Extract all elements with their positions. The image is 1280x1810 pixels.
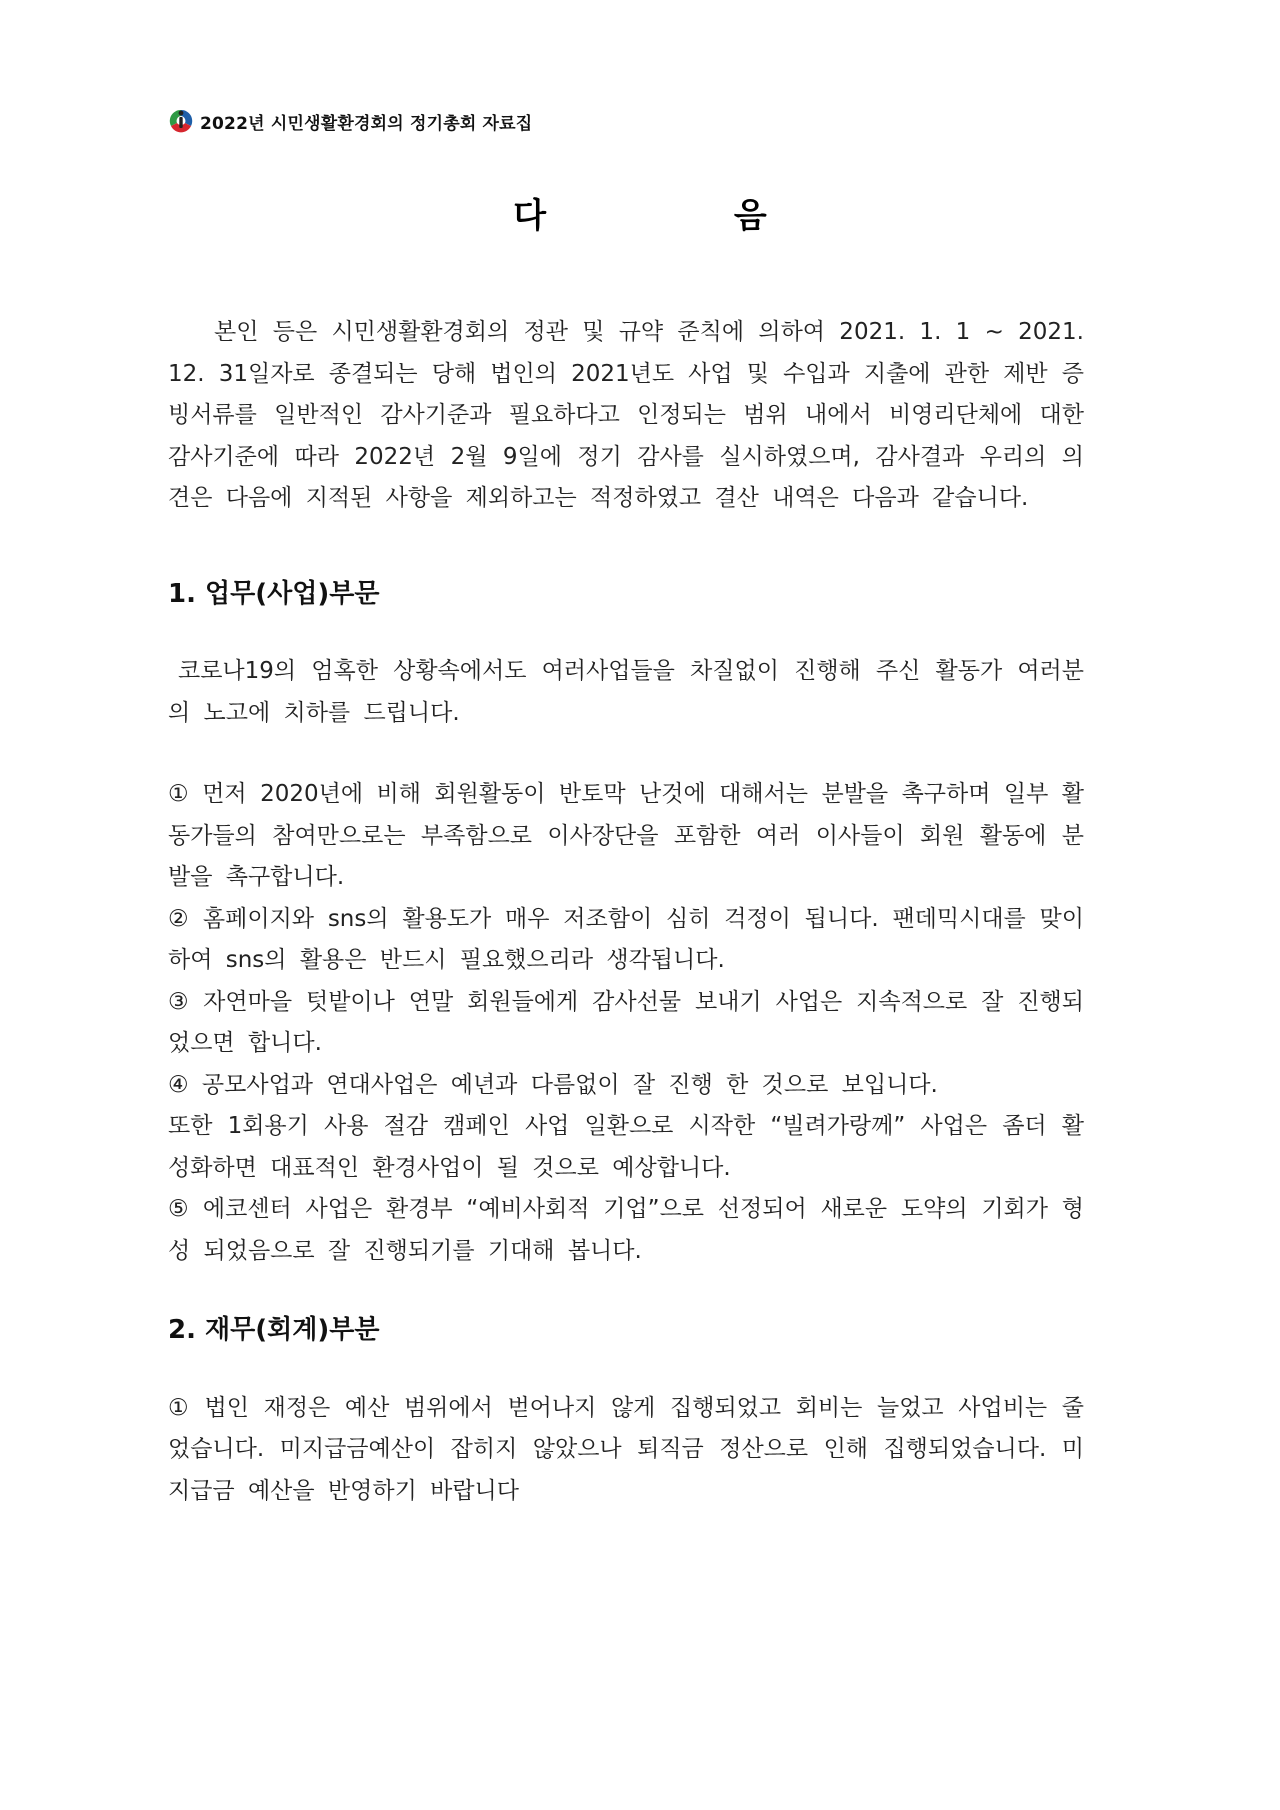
header-title: 2022년 시민생활환경회의 정기총회 자료집: [200, 113, 533, 134]
document-body: [168, 312, 1084, 1512]
section-1-item-3: ③ 자연마을 텃밭이나 연말 회원들에게 감사선물 보내기 사업은 지속적으로 잘 진행되었으면 합니다.: [168, 988, 1084, 1056]
section-2-item-1: ① 법인 재정은 예산 범위에서 벋어나지 않게 집행되었고 회비는 늘었고 사업비는 줄었습니다. 미지급금예산이 잡히지 않았으나 퇴직금 정산으로 인해 집행되었습니다. 미지급금 예산을 반영하기 바랍니다: [168, 1394, 1084, 1504]
organization-logo-icon: [168, 108, 194, 134]
page-header: [168, 108, 532, 134]
intro-paragraph: 본인 등은 시민생활환경회의 정관 및 규약 준칙에 의하여 2021. 1. 1 ~ 2021. 12. 31일자로 종결되는 당해 법인의 2021년도 사업 및 수입과 지출에 관한 제반 증빙서류를 일반적인 감사기준과 필요하다고 인정되는 범위 내에서 비영리단체에 대한 감사기준에 따라 2022년 2월 9일에 정기 감사를 실시하였으며, 감사결과 우리의 의견은 다음에 지적된 사항을 제외하고는 적정하였고 결산 내역은 다음과 같습니다.: [168, 319, 1084, 511]
section-1-item-1: ① 먼저 2020년에 비해 회원활동이 반토막 난것에 대해서는 분발을 촉구하며 일부 활동가들의 참여만으로는 부족함으로 이사장단을 포함한 여러 이사들이 회원 활동에 분발을 촉구합니다.: [168, 781, 1084, 890]
page-title: 다 음: [513, 196, 855, 236]
section-1-item-4: ④ 공모사업과 연대사업은 예년과 다름없이 잘 진행 한 것으로 보입니다.: [168, 1071, 938, 1098]
section-1-lead: 코로나19의 엄혹한 상황속에서도 여러사업들을 차질없이 진행해 주신 활동가 여러분의 노고에 치하를 드립니다.: [168, 658, 1084, 726]
section-1-item-5: ⑤ 에코센터 사업은 환경부 “예비사회적 기업”으로 선정되어 새로운 도약의 기회가 형성 되었음으로 잘 진행되기를 기대해 봅니다.: [168, 1196, 1084, 1264]
section-1-item-4-cont: 또한 1회용기 사용 절감 캠페인 사업 일환으로 시작한 “빌려가랑께” 사업은 좀더 활성화하면 대표적인 환경사업이 될 것으로 예상합니다.: [168, 1113, 1084, 1181]
section-1-item-2: ② 홈페이지와 sns의 활용도가 매우 저조함이 심히 걱정이 됩니다. 팬데믹시대를 맞이하여 sns의 활용은 반드시 필요했으리라 생각됩니다.: [168, 905, 1084, 973]
section-1-heading: 1. 업무(사업)부문: [168, 578, 380, 609]
section-2-heading: 2. 재무(회계)부분: [168, 1315, 380, 1345]
